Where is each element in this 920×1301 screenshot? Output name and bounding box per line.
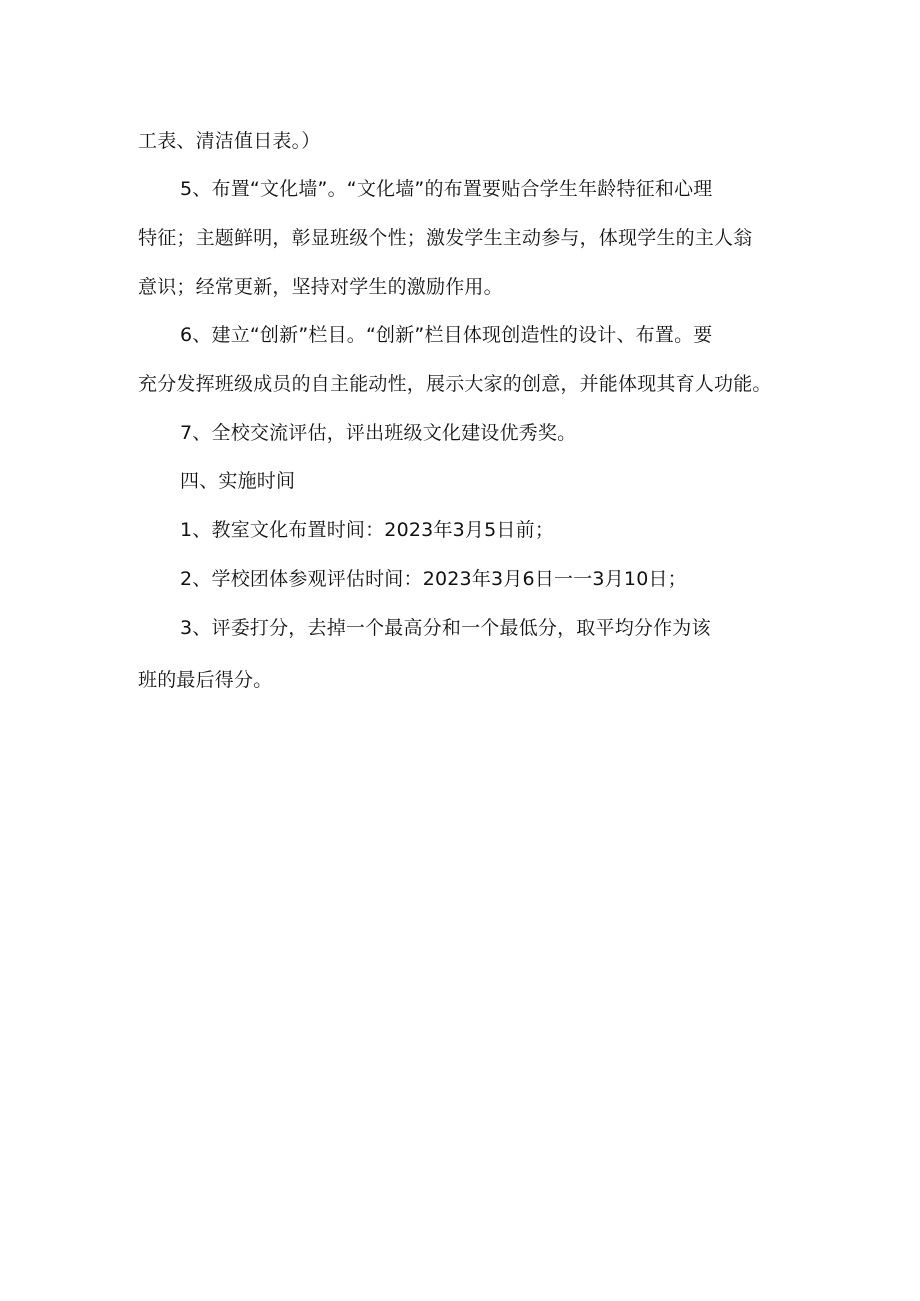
item-5-line-3: 意识；经常更新，坚持对学生的激励作用。 — [138, 276, 503, 298]
paragraph-line-continuation: 工表、清洁值日表。） — [138, 130, 321, 152]
item-5-line-2: 特征；主题鲜明，彰显班级个性；激发学生主动参与，体现学生的主人翁 — [138, 227, 753, 249]
time-item-1: 1、教室文化布置时间：2023年3月5日前； — [180, 519, 555, 541]
time-item-3-line-2: 班的最后得分。 — [138, 669, 273, 691]
item-6-line-1: 6、建立“创新”栏目。“创新”栏目体现创造性的设计、布置。要 — [180, 324, 713, 346]
time-item-3-line-1: 3、评委打分，去掉一个最高分和一个最低分，取平均分作为该 — [180, 617, 711, 639]
item-5-line-1: 5、布置“文化墙”。“文化墙”的布置要贴合学生年龄特征和心理 — [180, 178, 713, 200]
section-heading-implementation-time: 四、实施时间 — [180, 470, 296, 492]
time-item-2: 2、学校团体参观评估时间：2023年3月6日一一3月10日； — [180, 568, 687, 590]
item-7-line: 7、全校交流评估，评出班级文化建设优秀奖。 — [180, 422, 577, 444]
item-6-line-2: 充分发挥班级成员的自主能动性，展示大家的创意，并能体现其育人功能。 — [138, 373, 772, 395]
